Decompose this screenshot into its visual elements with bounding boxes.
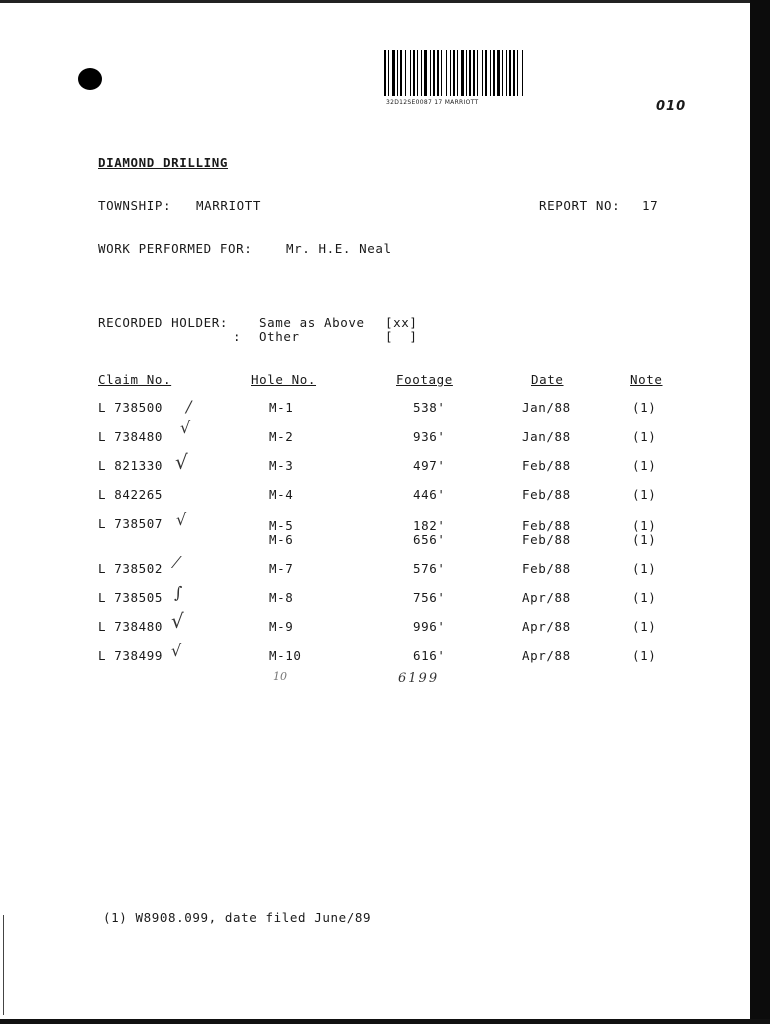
barcode-bar	[509, 50, 511, 96]
row-9-hole: M-9	[269, 619, 294, 634]
row-5-note: (1)	[632, 518, 657, 533]
header-note: Note	[630, 372, 663, 387]
row-3-claim: L 821330	[98, 458, 164, 473]
document-title: DIAMOND DRILLING	[98, 155, 229, 170]
barcode-bar	[424, 50, 427, 96]
row-8-note: (1)	[632, 590, 657, 605]
row-1-hole: M-1	[269, 400, 294, 415]
barcode-bar	[522, 50, 523, 96]
row-10-date: Apr/88	[522, 648, 571, 663]
row-7-footage: 576'	[413, 561, 446, 576]
barcode-bar	[482, 50, 483, 96]
barcode-bar	[453, 50, 455, 96]
barcode-bar	[490, 50, 491, 96]
row-2-claim: L 738480	[98, 429, 164, 444]
handwritten-footage-total: 6199	[398, 671, 440, 686]
checkmark-icon: √	[171, 609, 184, 633]
row-5-footage: 182'	[413, 518, 446, 533]
barcode-bar	[384, 50, 386, 96]
header-hole-no: Hole No.	[251, 372, 317, 387]
row-3-hole: M-3	[269, 458, 294, 473]
row-6-hole: M-6	[269, 532, 294, 547]
barcode-bar	[466, 50, 467, 96]
handwritten-hole-count: 10	[273, 670, 287, 683]
barcode-bar	[392, 50, 395, 96]
barcode-bar	[497, 50, 500, 96]
row-8-date: Apr/88	[522, 590, 571, 605]
barcode	[384, 50, 602, 96]
barcode-bar	[413, 50, 415, 96]
township-value: MARRIOTT	[196, 198, 262, 213]
holder-option-other: Other	[259, 329, 300, 344]
barcode-bar	[421, 50, 422, 96]
barcode-bar	[400, 50, 402, 96]
row-6-date: Feb/88	[522, 532, 571, 547]
row-4-footage: 446'	[413, 487, 446, 502]
work-performed-label: WORK PERFORMED FOR:	[98, 241, 253, 256]
barcode-bar	[517, 50, 518, 96]
barcode-bar	[477, 50, 478, 96]
row-1-claim: L 738500	[98, 400, 164, 415]
row-3-footage: 497'	[413, 458, 446, 473]
barcode-bar	[397, 50, 398, 96]
row-7-hole: M-7	[269, 561, 294, 576]
checkmark-icon: √	[180, 418, 191, 437]
holder-colon: :	[233, 329, 242, 344]
row-4-date: Feb/88	[522, 487, 571, 502]
row-7-date: Feb/88	[522, 561, 571, 576]
footnote: (1) W8908.099, date filed June/89	[103, 910, 372, 925]
barcode-bar	[441, 50, 442, 96]
scan-top-edge	[0, 0, 770, 3]
work-performed-value: Mr. H.E. Neal	[286, 241, 392, 256]
checkmark-icon: √	[175, 450, 188, 474]
row-8-hole: M-8	[269, 590, 294, 605]
row-2-date: Jan/88	[522, 429, 571, 444]
barcode-bar	[506, 50, 507, 96]
row-5-claim: L 738507	[98, 516, 164, 531]
row-10-claim: L 738499	[98, 648, 164, 663]
report-label: REPORT NO:	[539, 198, 621, 213]
row-10-note: (1)	[632, 648, 657, 663]
row-7-note: (1)	[632, 561, 657, 576]
row-2-hole: M-2	[269, 429, 294, 444]
header-footage: Footage	[396, 372, 453, 387]
scan-right-edge	[750, 0, 770, 1024]
row-2-note: (1)	[632, 429, 657, 444]
scan-left-mark	[3, 915, 4, 1015]
row-8-claim: L 738505	[98, 590, 164, 605]
row-8-footage: 756'	[413, 590, 446, 605]
row-9-footage: 996'	[413, 619, 446, 634]
punch-hole	[78, 68, 102, 90]
row-2-footage: 936'	[413, 429, 446, 444]
barcode-bar	[388, 50, 389, 96]
checkmark-icon: √	[176, 510, 187, 529]
row-9-note: (1)	[632, 619, 657, 634]
checkmark-icon: /	[186, 397, 192, 416]
barcode-bar	[485, 50, 487, 96]
row-3-note: (1)	[632, 458, 657, 473]
holder-option-same: Same as Above	[259, 315, 365, 330]
barcode-bar	[430, 50, 431, 96]
barcode-bar	[457, 50, 458, 96]
holder-option-other-mark: [ ]	[385, 329, 418, 344]
row-1-date: Jan/88	[522, 400, 571, 415]
row-10-footage: 616'	[413, 648, 446, 663]
page-number: 010	[656, 99, 687, 114]
barcode-bar	[450, 50, 451, 96]
row-4-claim: L 842265	[98, 487, 164, 502]
holder-option-same-mark: [xx]	[385, 315, 418, 330]
row-1-footage: 538'	[413, 400, 446, 415]
row-4-note: (1)	[632, 487, 657, 502]
barcode-text: 32D12SE0087 17 MARRIOTT	[386, 99, 479, 106]
barcode-bar	[446, 50, 447, 96]
row-10-hole: M-10	[269, 648, 302, 663]
row-4-hole: M-4	[269, 487, 294, 502]
recorded-holder-label: RECORDED HOLDER:	[98, 315, 229, 330]
barcode-bar	[405, 50, 406, 96]
barcode-bar	[410, 50, 411, 96]
row-3-date: Feb/88	[522, 458, 571, 473]
barcode-bar	[417, 50, 418, 96]
row-9-claim: L 738480	[98, 619, 164, 634]
barcode-bar	[433, 50, 435, 96]
row-6-footage: 656'	[413, 532, 446, 547]
barcode-bar	[437, 50, 439, 96]
header-date: Date	[531, 372, 564, 387]
barcode-bar	[461, 50, 464, 96]
row-7-claim: L 738502	[98, 561, 164, 576]
row-1-note: (1)	[632, 400, 657, 415]
checkmark-icon: ⁄	[175, 553, 178, 572]
barcode-bar	[502, 50, 503, 96]
row-9-date: Apr/88	[522, 619, 571, 634]
township-label: TOWNSHIP:	[98, 198, 172, 213]
barcode-bar	[513, 50, 515, 96]
header-claim-no: Claim No.	[98, 372, 172, 387]
barcode-bar	[493, 50, 495, 96]
scan-bottom-edge	[0, 1019, 770, 1024]
report-value: 17	[642, 198, 659, 213]
row-6-note: (1)	[632, 532, 657, 547]
checkmark-icon: √	[171, 641, 182, 660]
barcode-bar	[473, 50, 475, 96]
checkmark-icon: ∫	[174, 583, 183, 602]
row-5-date: Feb/88	[522, 518, 571, 533]
row-5-hole: M-5	[269, 518, 294, 533]
barcode-bar	[469, 50, 471, 96]
